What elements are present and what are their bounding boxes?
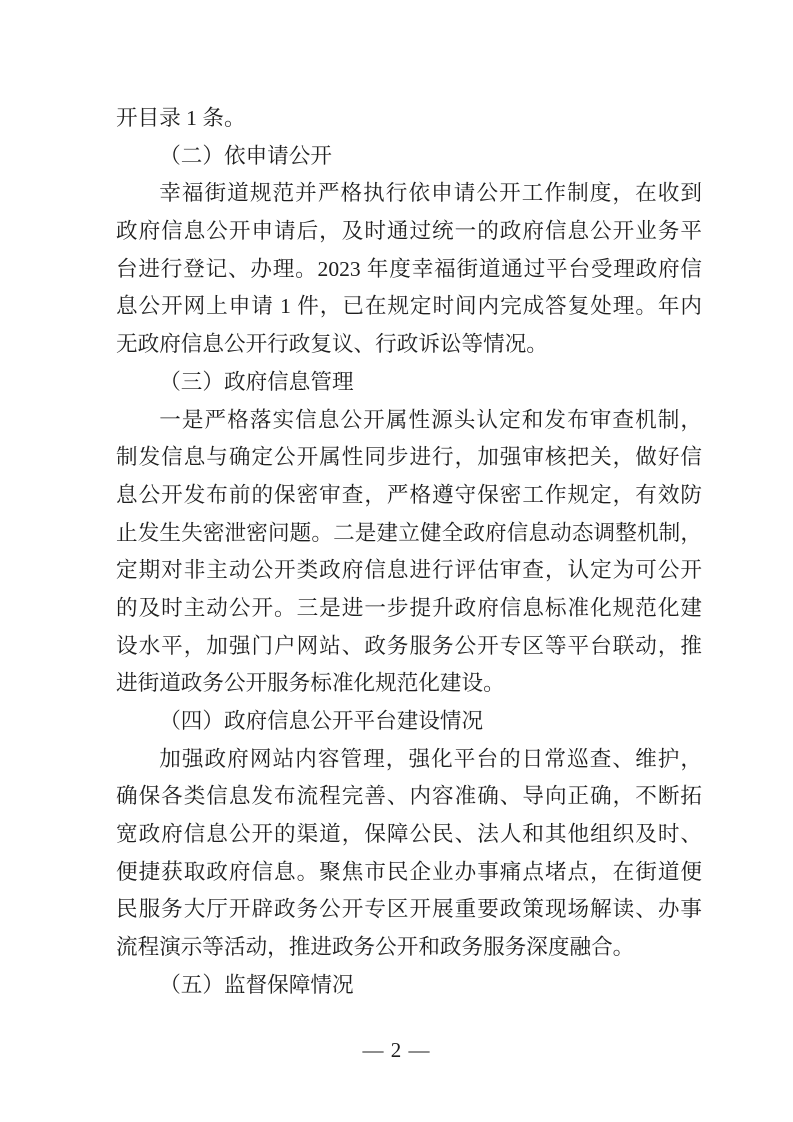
document-line: 无政府信息公开行政复议、行政诉讼等情况。 — [116, 332, 548, 357]
document-line: 止发生失密泄密问题。二是建立健全政府信息动态调整机制， — [116, 520, 702, 545]
document-line: 制发信息与确定公开属性同步进行，加强审核把关，做好信 — [116, 445, 702, 470]
document-line: 一是严格落实信息公开属性源头认定和发布审查机制， — [159, 407, 702, 432]
document-line: 息公开网上申请 1 件，已在规定时间内完成答复处理。年内 — [116, 294, 702, 319]
document-line: 民服务大厅开辟政务公开专区开展重要政策现场解读、办事 — [116, 897, 702, 922]
document-line: 息公开发布前的保密审查，严格遵守保密工作规定，有效防 — [116, 482, 702, 507]
document-line: 加强政府网站内容管理，强化平台的日常巡查、维护， — [159, 746, 702, 771]
section-heading: （二）依申请公开 — [159, 143, 332, 168]
document-line: 政府信息公开申请后，及时通过统一的政府信息公开业务平 — [116, 219, 702, 244]
section-heading: （三）政府信息管理 — [159, 369, 354, 394]
document-line: 定期对非主动公开类政府信息进行评估审查，认定为可公开 — [116, 558, 702, 583]
page-number: — 2 — — [362, 1038, 431, 1062]
document-line: 幸福街道规范并严格执行依申请公开工作制度，在收到 — [159, 181, 702, 206]
document-line: 确保各类信息发布流程完善、内容准确、导向正确，不断拓 — [116, 784, 702, 809]
section-heading: （五）监督保障情况 — [159, 972, 354, 997]
page-footer — [0, 1036, 793, 1064]
document-line: 设水平，加强门户网站、政务服务公开专区等平台联动，推 — [116, 633, 702, 658]
document-body — [116, 100, 702, 1005]
document-line: 开目录 1 条。 — [116, 106, 246, 130]
document-line: 的及时主动公开。三是进一步提升政府信息标准化规范化建 — [116, 595, 702, 620]
document-line: 便捷获取政府信息。聚焦市民企业办事痛点堵点，在街道便 — [116, 859, 702, 884]
document-line: 流程演示等活动，推进政务公开和政务服务深度融合。 — [116, 935, 635, 960]
section-heading: （四）政府信息公开平台建设情况 — [159, 709, 484, 733]
document-line: 进街道政务公开服务标准化规范化建设。 — [116, 671, 505, 696]
document-line: 宽政府信息公开的渠道，保障公民、法人和其他组织及时、 — [116, 822, 702, 847]
document-line: 台进行登记、办理。2023 年度幸福街道通过平台受理政府信 — [116, 256, 702, 281]
